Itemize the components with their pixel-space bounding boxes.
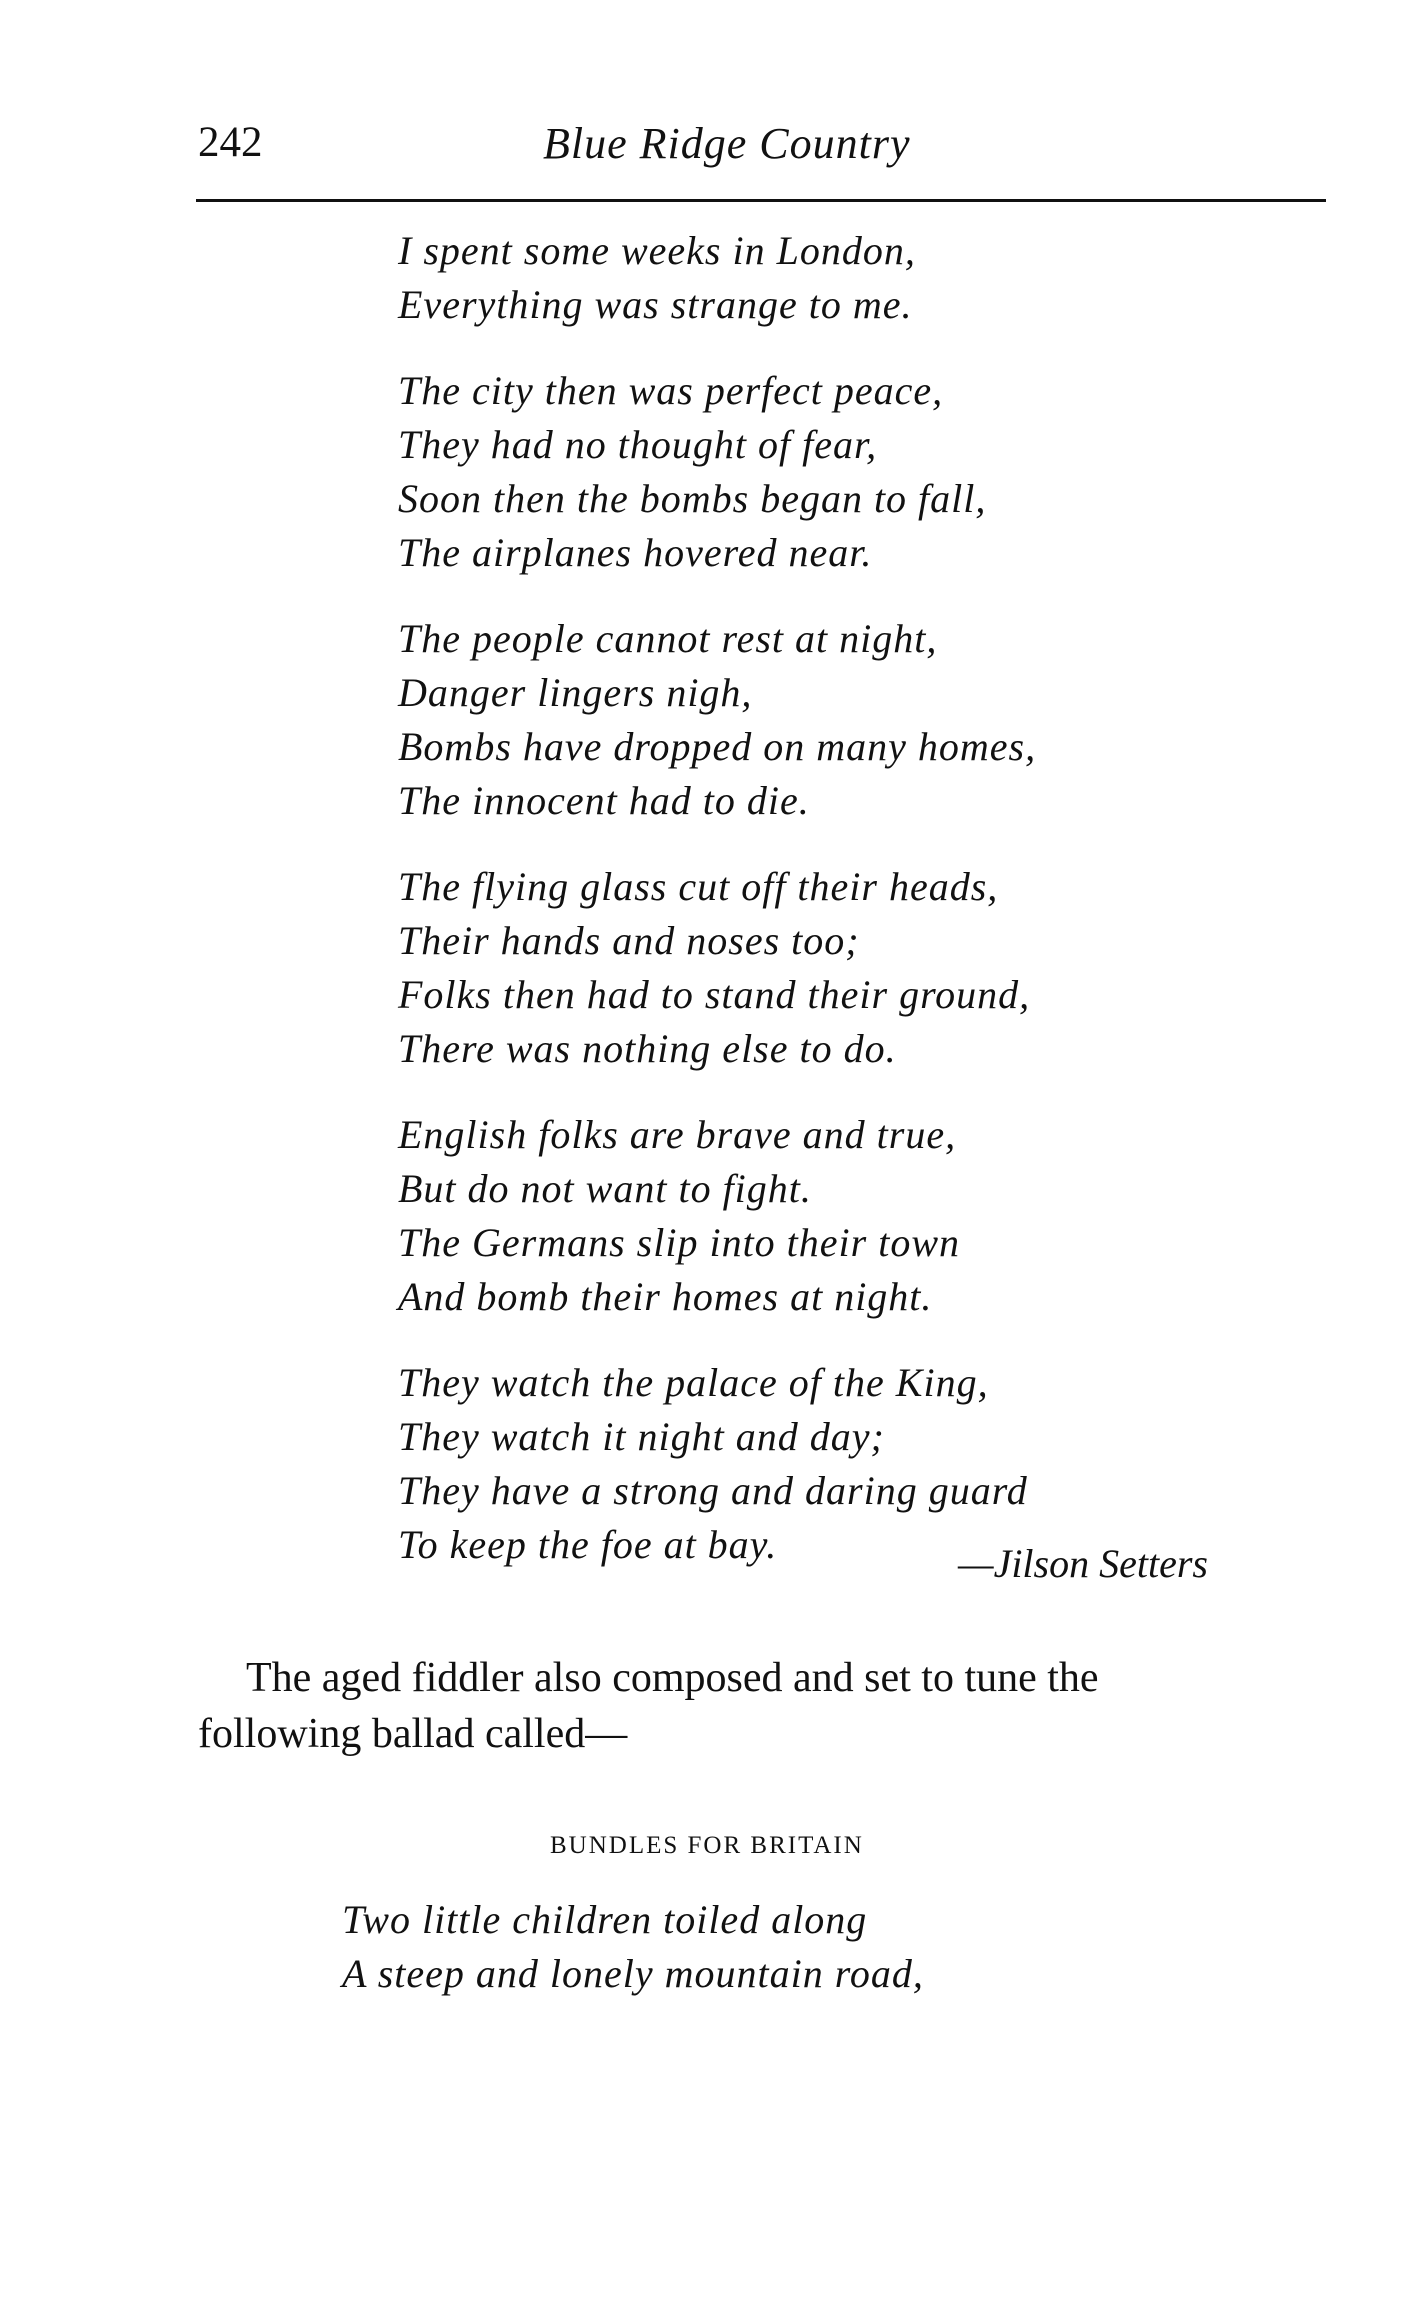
poem-line: They watch it night and day; [398, 1414, 885, 1459]
poem-stanza-3 [398, 612, 1036, 828]
page-header [198, 118, 1328, 178]
ballad-line: A steep and lonely mountain road, [342, 1951, 924, 1996]
prose-line: following ballad called— [198, 1711, 628, 1757]
poem-line: The people cannot rest at night, [398, 616, 938, 661]
poem-line: But do not want to fight. [398, 1166, 812, 1211]
poem-line: They watch the palace of the King, [398, 1360, 989, 1405]
running-title: Blue Ridge Country [543, 119, 911, 168]
poem-line: Everything was strange to me. [398, 282, 913, 327]
poem-stanza-4 [398, 860, 1030, 1076]
poem-stanza-6 [398, 1356, 1028, 1572]
poem-line: The flying glass cut off their heads, [398, 864, 999, 909]
poem-line: And bomb their homes at night. [398, 1274, 933, 1319]
poem-stanza-2 [398, 364, 986, 580]
poem-line: Danger lingers nigh, [398, 670, 753, 715]
ballad-stanza [342, 1893, 924, 2001]
poem-stanza-5 [398, 1108, 960, 1324]
header-rule [196, 199, 1326, 202]
poem-line: There was nothing else to do. [398, 1026, 897, 1071]
poem-line: English folks are brave and true, [398, 1112, 957, 1157]
poem-line: The airplanes hovered near. [398, 530, 873, 575]
ballad-line: Two little children toiled along [342, 1897, 868, 1942]
poem-line: The city then was perfect peace, [398, 368, 944, 413]
prose-paragraph [198, 1650, 1328, 1762]
poem-line: Bombs have dropped on many homes, [398, 724, 1037, 769]
poem-line: I spent some weeks in London, [398, 228, 916, 273]
prose-line: The aged fiddler also composed and set to tune the [246, 1655, 1099, 1701]
poem-line: Folks then had to stand their ground, [398, 972, 1031, 1017]
poem-line: To keep the foe at bay. [398, 1522, 778, 1567]
poem-line: The innocent had to die. [398, 778, 810, 823]
poem-line: Soon then the bombs began to fall, [398, 476, 987, 521]
poem-attribution: —Jilson Setters [958, 1541, 1208, 1586]
ballad-title: BUNDLES FOR BRITAIN [550, 1832, 864, 1859]
poem-line: They have a strong and daring guard [398, 1468, 1028, 1513]
poem-line: They had no thought of fear, [398, 422, 878, 467]
poem-stanza-1 [398, 224, 916, 332]
page-number: 242 [198, 119, 263, 166]
poem-line: Their hands and noses too; [398, 918, 860, 963]
poem-line: The Germans slip into their town [398, 1220, 961, 1265]
